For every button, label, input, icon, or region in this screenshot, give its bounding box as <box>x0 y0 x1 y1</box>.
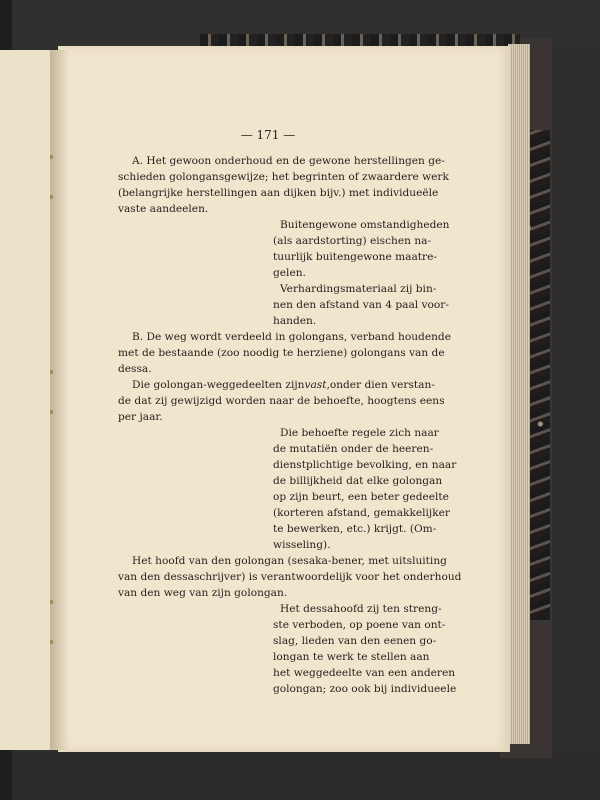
text-line <box>132 377 435 393</box>
margin-note-line: longan te werk te stellen aan <box>273 651 430 663</box>
margin-note-line: tuurlijk buitengewone maatre- <box>273 251 437 263</box>
margin-note-line: dienstplichtige bevolking, en naar <box>273 459 457 471</box>
margin-note-line: te bewerken, etc.) krijgt. (Om- <box>273 523 437 535</box>
margin-note-line: golongan; zoo ook bij individueele <box>273 683 457 695</box>
margin-note-line: de mutatiën onder de heeren- <box>273 443 434 455</box>
text-segment: Die golongan-weggedeelten zijn <box>132 379 305 391</box>
gutter-shadow <box>50 50 70 750</box>
text-line: per jaar. <box>118 411 163 423</box>
text-line: schieden golongansgewijze; het begrinten of zwaardere werk <box>118 171 449 183</box>
margin-note-line: wisseling). <box>273 539 331 551</box>
text-line: met de bestaande (zoo noodig te herziene) golongans van de <box>118 347 445 359</box>
text-line: de dat zij gewijzigd worden naar de behoefte, hoogtens eens <box>118 395 445 407</box>
margin-note-line: Het dessahoofd zij ten streng- <box>280 603 442 615</box>
text-line: (belangrijke herstellingen aan dijken bijv.) met individueële <box>118 187 439 199</box>
margin-note-line: slag, lieden van den eenen go- <box>273 635 437 647</box>
text-line: B. De weg wordt verdeeld in golongans, verband houdende <box>132 331 451 343</box>
emphasized-word: vast, <box>304 379 330 391</box>
margin-note-line: nen den afstand van 4 paal voor- <box>273 299 449 311</box>
page-edges <box>508 44 530 744</box>
text-line: van den dessaschrijver) is verantwoordelijk voor het onderhoud <box>118 571 462 583</box>
text-segment: onder dien verstan- <box>329 379 435 391</box>
margin-note-line: de billijkheid dat elke golongan <box>273 475 443 487</box>
margin-note-line: handen. <box>273 315 317 327</box>
margin-note-line: ste verboden, op poene van ont- <box>273 619 446 631</box>
margin-note-line: gelen. <box>273 267 306 279</box>
margin-note-line: op zijn beurt, een beter gedeelte <box>273 491 449 503</box>
marbled-cover-top <box>200 34 520 46</box>
margin-note-line: Buitengewone omstandigheden <box>280 219 450 231</box>
text-line: A. Het gewoon onderhoud en de gewone herstellingen ge- <box>132 155 445 167</box>
margin-note-line: (als aardstorting) eischen na- <box>273 235 432 247</box>
text-line: vaste aandeelen. <box>118 203 209 215</box>
background-bottom <box>0 752 600 800</box>
margin-note-line: Verhardingsmateriaal zij bin- <box>280 283 437 295</box>
text-line: Het hoofd van den golongan (sesaka-bener, met uitsluiting <box>132 555 447 567</box>
text-line: van den weg van zijn golongan. <box>118 587 288 599</box>
margin-note-line: Die behoefte regele zich naar <box>280 427 439 439</box>
margin-note-line: (korteren afstand, gemakkelijker <box>273 507 450 519</box>
text-line: dessa. <box>118 363 152 375</box>
margin-note-line: het weggedeelte van een anderen <box>273 667 456 679</box>
page-number: — 171 — <box>240 128 296 142</box>
